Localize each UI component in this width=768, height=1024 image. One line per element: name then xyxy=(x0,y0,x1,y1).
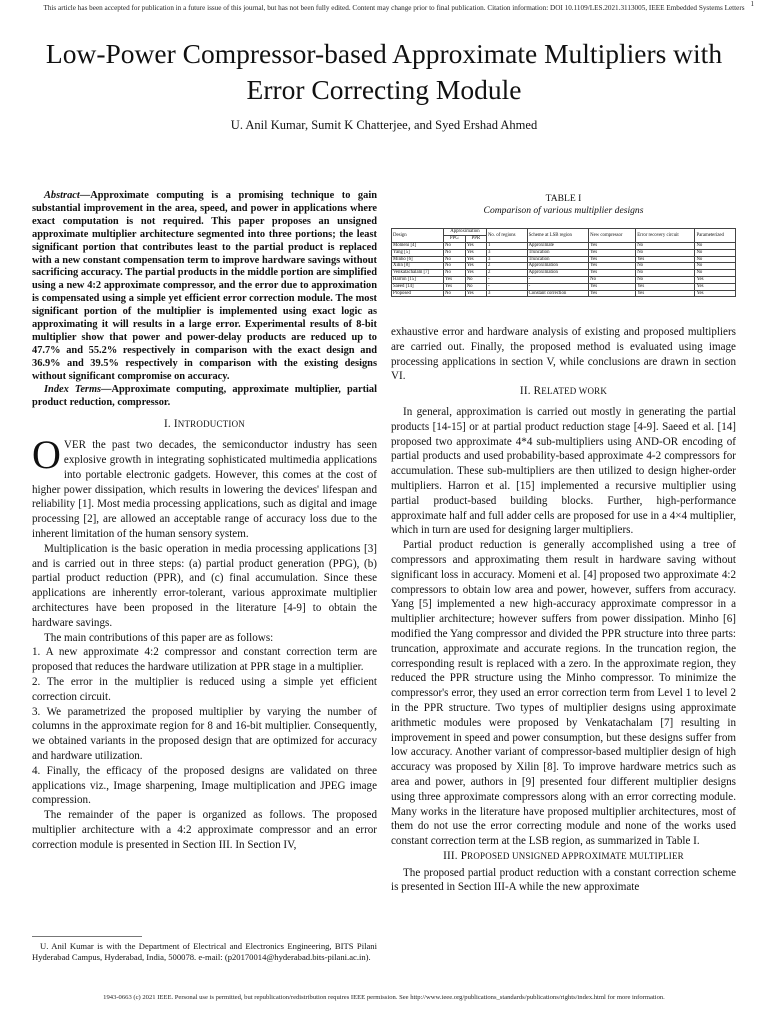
table-cell: No xyxy=(636,276,695,283)
right-column xyxy=(391,325,736,895)
table-cell: Yes xyxy=(465,243,486,250)
table-header-scheme: Scheme at LSB region xyxy=(527,229,589,243)
table-header-ppr: PPR xyxy=(465,236,486,243)
table-header-error-recovery: Error recovery circuit xyxy=(636,229,695,243)
abstract xyxy=(32,190,377,384)
footnote-rule xyxy=(32,936,142,937)
table-cell: Saeed [14] xyxy=(392,283,444,290)
table-cell: No xyxy=(589,276,636,283)
table-cell: Yes xyxy=(589,290,636,297)
section-initial: I xyxy=(173,418,178,431)
table-cell: Constant correction xyxy=(527,290,589,297)
table-cell: No xyxy=(636,243,695,250)
table-cell: Yes xyxy=(695,290,736,297)
table-header-regions: No. of regions xyxy=(486,229,527,243)
contribution-4: 4. Finally, the efficacy of the proposed designs are validated on three applications viz., Image sharpening, Image multiplication and JPEG image compression. xyxy=(32,764,377,807)
journal-header-note: This article has been accepted for publication in a future issue of this journal, but has not been fully edited. Content may change prior to final publication. Citation information: DOI 10.1109/LES.2021.3113005, IEEE Embedded Systems Letters xyxy=(43,4,745,12)
table-cell: Approximation xyxy=(527,263,589,270)
table-header-approximation: Approximation xyxy=(443,229,486,236)
table-cell: No xyxy=(465,276,486,283)
contribution-2: 2. The error in the multiplier is reduced using a simple yet efficient correction circuit. xyxy=(32,675,377,703)
left-column xyxy=(32,190,377,853)
table-cell: Yes xyxy=(636,256,695,263)
section-title: ROPOSED UNSIGNED APPROXIMATE MULTIPLIER xyxy=(467,850,684,861)
section-title: ELATED WORK xyxy=(541,386,608,397)
table-cell: 2 xyxy=(486,270,527,277)
table-header-design: Design xyxy=(392,229,444,243)
table-caption xyxy=(391,193,736,217)
table-cell: Yes xyxy=(443,283,465,290)
section-title: NTRODUCTION xyxy=(177,419,245,430)
table-cell: Approximation xyxy=(527,270,589,277)
table-number: TABLE I xyxy=(545,193,582,204)
table-subtitle: Comparison of various multiplier designs xyxy=(483,205,644,216)
table-cell: Yes xyxy=(589,270,636,277)
intro-paragraph-1 xyxy=(32,432,377,542)
section-heading-proposed xyxy=(391,849,736,864)
table-cell: Proposed xyxy=(392,290,444,297)
table-cell: No xyxy=(443,256,465,263)
table-row xyxy=(392,263,736,270)
table-cell: No xyxy=(443,270,465,277)
contribution-1: 1. A new approximate 4:2 compressor and constant correction term are proposed that reduces the hardware utilization at PPR stage in a multiplier. xyxy=(32,646,377,674)
paper-title: Low-Power Compressor-based Approximate Multipliers with Error Correcting Module xyxy=(45,38,723,105)
proposed-paragraph-1: The proposed partial product reduction with a constant correction scheme is presented in Section III-A while the new approximate xyxy=(391,866,736,894)
section-initial: P xyxy=(460,849,468,862)
table-cell: Harron [15] xyxy=(392,276,444,283)
table-cell: 2 xyxy=(486,263,527,270)
table-header-ppg: PPG xyxy=(443,236,465,243)
table-cell: - xyxy=(486,283,527,290)
abstract-label: Abstract xyxy=(44,190,80,201)
table-cell: No xyxy=(695,243,736,250)
table-cell: 1 xyxy=(486,243,527,250)
related-work-paragraph-2: Partial product reduction is generally accomplished using a tree of compressors and approximating them result in hardware saving without significant loss in accuracy. Momeni et al. [4] proposed two approximate 4:2 compressors to obtain low area and power, however, suffers from accuracy. Yang [5] implemented a new high-accuracy approximate compressor in a multiplier architecture; however suffers from power dissipation. Minho [6] modified the Yang compressor and divided the PPR structure into three parts: truncation, approximate and accurate regions. In the truncation region, the corresponding result is replaced with a zero. In the approximate region, they reduced the PPR structure using the Minho compressor. To minimize the compressor's error, they used an error correction term from Level 1 to level 2 in the PPR structure. Two types of multiplier designs using approximate arithmetic modules were proposed by Venkatachalam [7] resulting in improvement in speed and power consumption, but these designs suffer from low accuracy. Another variant of compressor-based multiplier design of high accuracy was proposed by Xilin [8]. To improve hardware metrics such as area and power, authors in [9] presented four different multiplier designs using three approximate compressors along with an error correcting module. Many works in the literature have proposed multiplier architectures, most of them do not use the error correcting module and none of the works used constant correction term at the LSB region, as summarized in Table I. xyxy=(391,539,736,848)
table-cell: 3 xyxy=(486,249,527,256)
table-row xyxy=(392,243,736,250)
table-cell: Yes xyxy=(589,263,636,270)
table-cell: Approximate xyxy=(527,243,589,250)
table-row xyxy=(392,256,736,263)
section-number: II. xyxy=(519,385,531,398)
section-number: III. xyxy=(443,849,458,862)
table-cell: No xyxy=(443,243,465,250)
table-cell: - xyxy=(527,276,589,283)
table-cell: Yes xyxy=(589,249,636,256)
section-number: I. xyxy=(164,418,171,431)
table-cell: Yes xyxy=(465,249,486,256)
author-footnote xyxy=(32,936,377,964)
table-cell: Xilin [8] xyxy=(392,263,444,270)
table-cell: No xyxy=(636,249,695,256)
table-cell: Yang [5] xyxy=(392,249,444,256)
table-cell: No xyxy=(465,283,486,290)
section-heading-introduction xyxy=(32,417,377,432)
table-cell: No xyxy=(695,249,736,256)
table-row xyxy=(392,270,736,277)
table-cell: No xyxy=(636,263,695,270)
intro-paragraph-4: The remainder of the paper is organized as follows. The proposed multiplier architecture with a 4:2 approximate compressor and an error correction module is presented in Section III. In Section IV, xyxy=(32,809,377,851)
table-cell: No xyxy=(443,263,465,270)
table-row xyxy=(392,290,736,297)
contribution-3: 3. We parametrized the proposed multiplier by varying the number of columns in the approximate region for 8 and 16-bit multiplier. Consequently, we obtained variants in the proposed design that are optimized for accuracy and hardware utilization. xyxy=(32,705,377,762)
index-terms-label: Index Terms xyxy=(44,383,102,395)
table-cell: No xyxy=(636,270,695,277)
index-terms-text: —Approximate computing, approximate multiplier, partial product reduction, compressor. xyxy=(32,383,377,408)
table-cell: No xyxy=(443,290,465,297)
table-header-new-compressor: New compressor xyxy=(589,229,636,243)
table-cell: No xyxy=(695,263,736,270)
section-initial: R xyxy=(533,385,542,398)
intro-continuation: exhaustive error and hardware analysis of existing and proposed multipliers are carried out. Finally, the proposed method is evaluated using image processing applications in section V, while conclusions are drawn in section VI. xyxy=(391,326,736,383)
intro-paragraph-3: The main contributions of this paper are as follows: xyxy=(44,631,274,644)
table-header-parameterized: Parameterized xyxy=(695,229,736,243)
table-cell: - xyxy=(527,283,589,290)
table-cell: Truncation xyxy=(527,249,589,256)
table-cell: Yes xyxy=(465,290,486,297)
table-cell: Yes xyxy=(589,256,636,263)
table-cell: No xyxy=(443,249,465,256)
footnote-text: U. Anil Kumar is with the Department of Electrical and Electronics Engineering, BITS Pilani Hyderabad Campus, Hyderabad, India, 500078. e-mail: (p20170014@hyderabad.bits-pilani.ac.in). xyxy=(32,941,377,963)
table-cell: Yes xyxy=(589,283,636,290)
table-cell: - xyxy=(486,276,527,283)
table-cell: Yes xyxy=(695,283,736,290)
table-cell: 3 xyxy=(486,290,527,297)
table-cell: Yes xyxy=(695,276,736,283)
copyright-footer: 1943-0663 (c) 2021 IEEE. Personal use is permitted, but republication/redistribution requires IEEE permission. See http://www.ieee.org/publications_standards/publications/rights/index.html for more information. xyxy=(103,994,665,1001)
page-number: 1 xyxy=(750,0,754,8)
table-cell: Yes xyxy=(636,283,695,290)
table-cell: 3 xyxy=(486,256,527,263)
table-cell: No xyxy=(695,270,736,277)
table-cell: Yes xyxy=(465,270,486,277)
intro-paragraph-1-text: VER the past two decades, the semiconductor industry has seen explosive growth in integrating sophisticated multimedia applications into portable electronic gadgets. However, this comes at the cost of higher power dissipation, which results in lowering the devices' lifespan and reliability [1]. Most media processing applications, such as digital and image processing [2], are allowed an acceptable range of accuracy loss due to the inherent limitation of the human sensory system. xyxy=(32,439,377,540)
intro-paragraph-2: Multiplication is the basic operation in media processing applications [3] and is carried out in three steps: (a) partial product generation (PPG), (b) partial product reduction (PPR), and (c) final accumulation. Since these applications are inherently error-tolerant, various approximate multiplier architectures have been proposed in the literature [4-9] to obtain the hardware savings. xyxy=(32,542,377,629)
table-cell: Yes xyxy=(465,263,486,270)
table-cell: Yes xyxy=(636,290,695,297)
table-cell: Yes xyxy=(465,256,486,263)
section-heading-related-work xyxy=(391,384,736,399)
table-cell: Truncation xyxy=(527,256,589,263)
index-terms xyxy=(32,384,377,410)
table-row xyxy=(392,283,736,290)
drop-cap: O xyxy=(32,432,61,478)
table-cell: No xyxy=(695,256,736,263)
comparison-table xyxy=(391,228,736,297)
abstract-text: —Approximate computing is a promising technique to gain substantial improvement in the area, speed, and power in applications where exact computation is not required. This paper proposes an unsigned approximate multiplier architecture segmented into three portions; the least significant portion that contributes least to the partial product is replaced with a new constant compensation term to improve hardware savings without sacrificing accuracy. The partial products in the middle portion are simplified using a new 4:2 approximate compressor, and the error due to approximation is compensated using a simple yet efficient error correction module. The most significant portion of the multiplier is implemented using exact logic as approximating it will results in a large error. Experimental results of 8-bit multiplier show that power and power-delay products are reduced up to 47.7% and 55.2% respectively in comparison with the exact design and 36.9% and 39.5% respectively in comparison with the existing designs without significant compromise on accuracy. xyxy=(32,190,377,382)
table-row xyxy=(392,276,736,283)
paper-authors: U. Anil Kumar, Sumit K Chatterjee, and Syed Ershad Ahmed xyxy=(230,118,538,132)
table-cell: Yes xyxy=(589,243,636,250)
table-cell: Yes xyxy=(443,276,465,283)
table-row xyxy=(392,249,736,256)
table-cell: Momeni [4] xyxy=(392,243,444,250)
related-work-paragraph-1: In general, approximation is carried out mostly in generating the partial products [14-15] or at partial product reduction stage [4-9]. Saeed et al. [14] proposed two approximate 4*4 sub-multipliers using AND-OR encoding of partial products and used probability-based approximate 4-2 compressors for accumulation. These sub-multipliers are then utilized to design higher-order multipliers. Harron et al. [15] implemented a recursive multiplier using partial product-based building blocks. Further, high-performance approximate half and full adder cells are proposed for use in a 4×4 multiplier, which in turn are used for designing larger multipliers. xyxy=(391,405,736,537)
table-cell: Minho [6] xyxy=(392,256,444,263)
table-cell: Venkatachalam [7] xyxy=(392,270,444,277)
